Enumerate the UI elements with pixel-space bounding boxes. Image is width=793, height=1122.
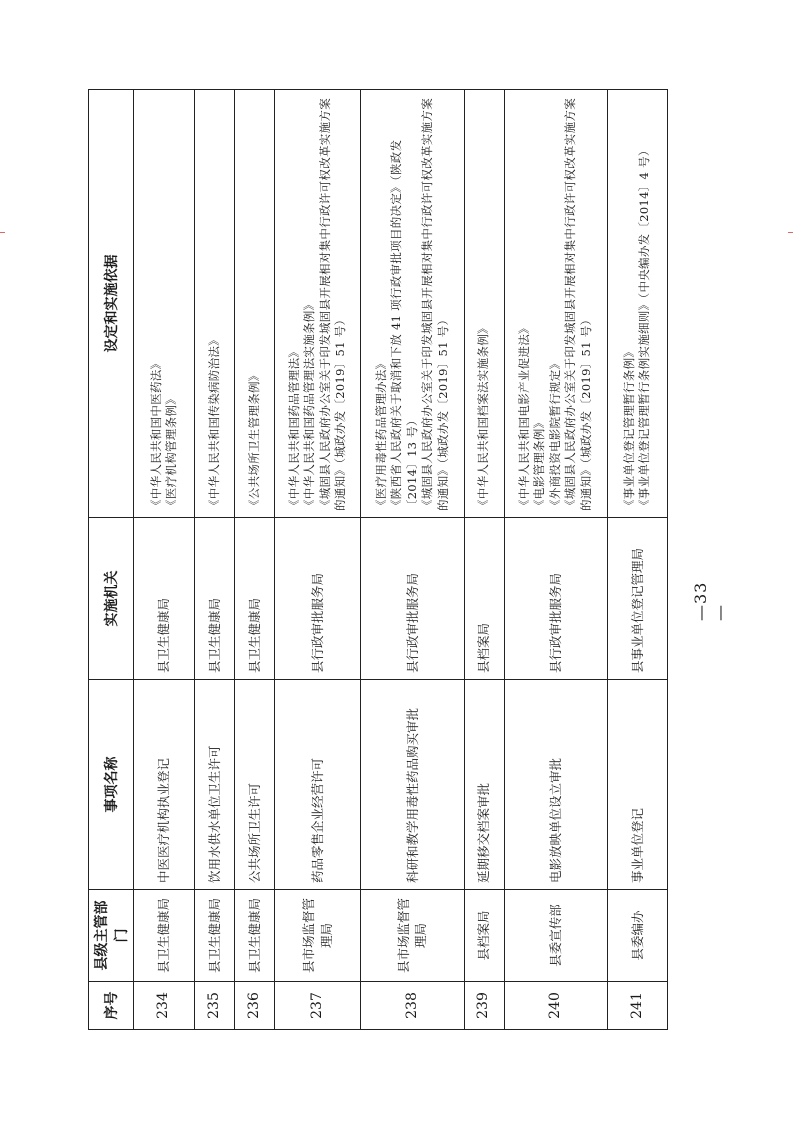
table-row: [464, 90, 504, 1030]
basis-line: 《中华人民共和国中医药法》: [148, 357, 163, 511]
row-item: 电影放映单位设立审批: [504, 680, 607, 890]
row-dept: 县市场监督管理局: [275, 890, 361, 982]
row-seq: 235: [195, 982, 235, 1030]
row-basis: [361, 90, 464, 518]
row-seq: 237: [275, 982, 361, 1030]
row-item: 科研和教学用毒性药品购买审批: [361, 680, 464, 890]
basis-line: 《外商投资电影院暂行规定》: [547, 357, 562, 511]
row-basis: [464, 90, 504, 518]
row-dept: 县市场监督管理局: [361, 890, 464, 982]
row-dept: 县委宣传部: [504, 890, 607, 982]
table-row: [361, 90, 464, 1030]
header-seq: 序号: [89, 982, 134, 1030]
row-basis: [134, 90, 195, 518]
basis-line: 《中华人民共和国档案法实施条例》: [476, 322, 491, 511]
basis-line: 《城固县人民政府办公室关于印发城固县开展相对集中行政许可权改革实施方案的通知》（城政办发〔2019〕51 号）: [563, 98, 593, 511]
row-agency: 县行政审批服务局: [361, 518, 464, 680]
basis-line: 《事业单位登记管理暂行条例实施细则》（中央编办发〔2014〕4 号）: [637, 144, 652, 511]
basis-line: 《医疗机构管理条例》: [164, 393, 179, 511]
row-basis: [235, 90, 275, 518]
row-seq: 241: [607, 982, 667, 1030]
table-row: [275, 90, 361, 1030]
row-basis: [504, 90, 607, 518]
header-basis: 设定和实施依据: [89, 90, 134, 518]
basis-line: 《城固县人民政府办公室关于印发城固县开展相对集中行政许可权改革实施方案的通知》（城政办发〔2019〕51 号）: [420, 98, 450, 511]
basis-line: 《中华人民共和国药品管理法实施条例》: [302, 298, 317, 511]
table-header-row: [89, 90, 134, 1030]
row-dept: 县卫生健康局: [235, 890, 275, 982]
basis-line: 《中华人民共和国传染病防治法》: [206, 334, 221, 511]
row-dept: 县委编办: [607, 890, 667, 982]
row-dept: 县档案局: [464, 890, 504, 982]
row-item: 中医医疗机构执业登记: [134, 680, 195, 890]
basis-line: 《事业单位登记管理暂行条例》: [621, 345, 636, 511]
header-item: 事项名称: [89, 680, 134, 890]
row-agency: 县卫生健康局: [134, 518, 195, 680]
header-dept: 县级主管部门: [89, 890, 134, 982]
row-dept: 县卫生健康局: [195, 890, 235, 982]
basis-line: 《医疗用毒性药品管理办法》: [373, 357, 388, 511]
table-row: [504, 90, 607, 1030]
table-row: [235, 90, 275, 1030]
row-basis: [195, 90, 235, 518]
basis-line: 《电影管理条例》: [532, 416, 547, 511]
row-item: 公共场所卫生许可: [235, 680, 275, 890]
binding-mark-left: [0, 232, 5, 233]
row-basis: [275, 90, 361, 518]
row-agency: 县卫生健康局: [235, 518, 275, 680]
row-item: 饮用水供水单位卫生许可: [195, 680, 235, 890]
row-item: 药品零售企业经营许可: [275, 680, 361, 890]
basis-line: 《公共场所卫生管理条例》: [246, 369, 261, 511]
row-agency: 县事业单位登记管理局: [607, 518, 667, 680]
row-basis: [607, 90, 667, 518]
basis-line: 《城固县人民政府办公室关于印发城固县开展相对集中行政许可权改革实施方案的通知》（城政办发〔2019〕51 号）: [317, 98, 348, 511]
table-row: [195, 90, 235, 1030]
row-item: 延期移交档案审批: [464, 680, 504, 890]
rotated-table-container: [88, 90, 668, 1030]
basis-line: 《中华人民共和国药品管理法》: [286, 345, 301, 511]
row-agency: 县行政审批服务局: [504, 518, 607, 680]
page-number: —33—: [691, 581, 729, 621]
table-row: [134, 90, 195, 1030]
row-agency: 县档案局: [464, 518, 504, 680]
row-item: 事业单位登记: [607, 680, 667, 890]
row-seq: 240: [504, 982, 607, 1030]
permit-items-table: [88, 89, 668, 1030]
row-seq: 236: [235, 982, 275, 1030]
row-agency: 县卫生健康局: [195, 518, 235, 680]
basis-line: 《中华人民共和国电影产业促进法》: [516, 322, 531, 511]
basis-line: 《陕西省人民政府关于取消和下放 41 项行政审批项目的决定》（陕政发〔2014〕13 号）: [389, 139, 419, 511]
header-agency: 实施机关: [89, 518, 134, 680]
row-seq: 234: [134, 982, 195, 1030]
row-seq: 239: [464, 982, 504, 1030]
row-agency: 县行政审批服务局: [275, 518, 361, 680]
binding-mark-right: [788, 232, 793, 233]
row-dept: 县卫生健康局: [134, 890, 195, 982]
row-seq: 238: [361, 982, 464, 1030]
table-row: [607, 90, 667, 1030]
